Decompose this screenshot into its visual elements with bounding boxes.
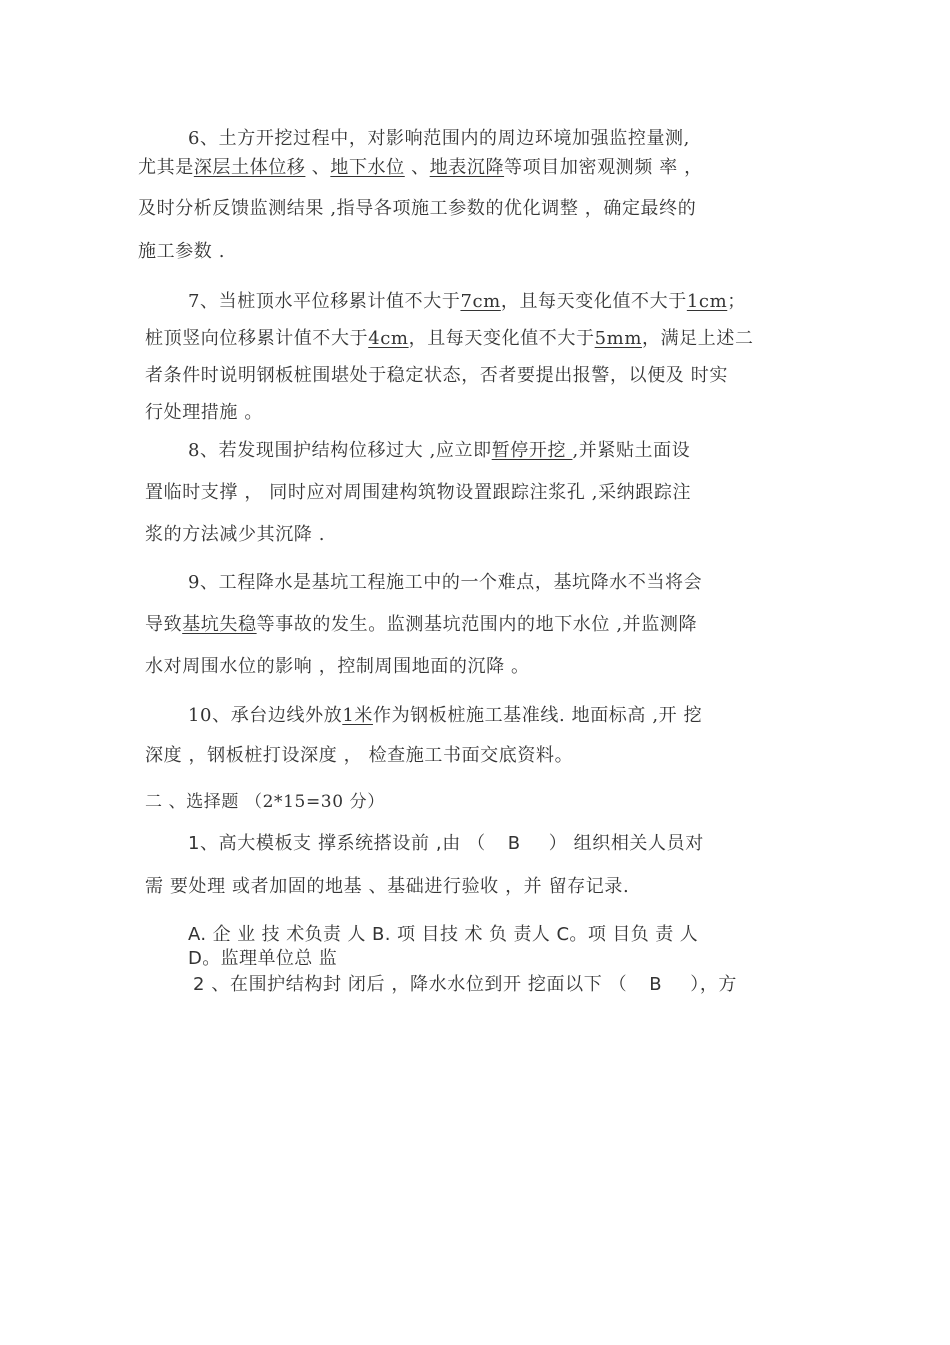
underlined-value-7cm: 7cm — [460, 291, 501, 312]
q1-line1 — [188, 832, 704, 856]
item7-l1-prefix: 7、当桩顶水平位移累计值不大于 — [188, 291, 461, 312]
item9-l2-suffix: 等事故的发生。监测基坑范围内的地下水位 ,并监测降 — [256, 614, 698, 635]
q1-stem-prefix: 1、高大模板支 撑系统搭设前 ,由 （ — [188, 833, 486, 854]
item10-l1-suffix: 作为钢板桩施工基准线. 地面标高 ,开 挖 — [372, 705, 703, 726]
item9-line3: 水对周围水位的影响 ，控制周围地面的沉降 。 — [145, 656, 530, 677]
item8-line2: 置临时支撑 ， 同时应对周围建构筑物设置跟踪注浆孔 ,采纳跟踪注 — [145, 482, 692, 503]
item6-l2-sep2: 、 — [404, 157, 430, 178]
q1-stem-suffix: ） 组织相关人员对 — [548, 833, 704, 854]
item7-l2-end: ，满足上述二 — [642, 328, 754, 349]
underlined-term-pit-instability: 基坑失稳 — [182, 614, 257, 635]
q1-options-line2: D。监理单位总 监 — [188, 948, 338, 969]
underlined-value-4cm: 4cm — [368, 328, 409, 349]
q1-line2: 需 要处理 或者加固的地基 、基础进行验收 ，并 留存记录. — [145, 876, 630, 897]
item6-line1: 6、土方开挖过程中，对影响范围内的周边环境加强监控量测, — [188, 128, 690, 149]
item10-line1 — [188, 704, 702, 728]
item7-l1-mid: ，且每天变化值不大于 — [500, 291, 687, 312]
item8-l1-suffix: ,并紧贴土面设 — [572, 440, 691, 461]
q2-stem-prefix: 2 、在围护结构封 闭后 ，降水水位到开 挖面以下 （ — [193, 974, 628, 995]
item6-line4: 施工参数 . — [138, 241, 226, 262]
item6-line3: 及时分析反馈监测结果 ,指导各项施工参数的优化调整 ，确定最终的 — [138, 198, 697, 219]
item7-line3: 者条件时说明钢板桩围堪处于稳定状态，否者要提出报警，以便及 时实 — [145, 365, 728, 386]
item7-line4: 行处理措施 。 — [145, 402, 263, 423]
item6-l2-suffix: 等项目加密观测频 率 ， — [504, 157, 703, 178]
q2-line1 — [193, 973, 737, 997]
underlined-term-surface-settlement: 地表沉降 — [429, 157, 505, 178]
item8-line1 — [188, 439, 690, 463]
item9-line1: 9、工程降水是基坑工程施工中的一个难点，基坑降水不当将会 — [188, 572, 703, 593]
underlined-value-5mm: 5mm — [594, 328, 642, 349]
underlined-term-groundwater-level: 地下水位 — [330, 157, 405, 178]
item6-l2-sep1: 、 — [305, 157, 331, 178]
section-heading-multiple-choice: 二 、选择题 （2*15=30 分） — [145, 792, 385, 812]
item7-line1 — [188, 290, 746, 314]
q2-answer: B — [649, 974, 663, 995]
item7-l2-mid: ，且每天变化值不大于 — [408, 328, 595, 349]
item10-line2: 深度 ，钢板桩打设深度 ， 检查施工书面交底资料。 — [145, 745, 574, 766]
item7-l1-end: ； — [727, 291, 746, 312]
item9-l2-prefix: 导致 — [145, 614, 183, 635]
item8-l1-prefix: 8、若发现围护结构位移过大 ,应立即 — [188, 440, 492, 461]
item10-l1-prefix: 10、承台边线外放 — [188, 705, 343, 726]
q2-stem-suffix: ），方 — [690, 974, 738, 995]
underlined-value-1cm: 1cm — [686, 291, 728, 312]
q1-answer: B — [507, 833, 521, 854]
underlined-term-stop-excavation: 暂停开挖 — [491, 440, 573, 461]
item8-line3: 浆的方法减少其沉降 . — [145, 524, 326, 545]
item7-line2 — [145, 327, 754, 351]
item7-l2-prefix: 桩顶竖向位移累计值不大于 — [145, 328, 369, 349]
item6-l2-prefix: 尤其是 — [138, 157, 194, 178]
underlined-value-1m: 1米 — [342, 705, 373, 726]
item9-line2 — [145, 613, 697, 637]
item6-line2 — [138, 156, 703, 180]
underlined-term-deep-soil-displacement: 深层土体位移 — [193, 157, 306, 178]
q1-options-line1: A. 企 业 技 术负责 人 B. 项 目技 术 负 责人 C。项 目负 责 人 — [188, 924, 699, 945]
